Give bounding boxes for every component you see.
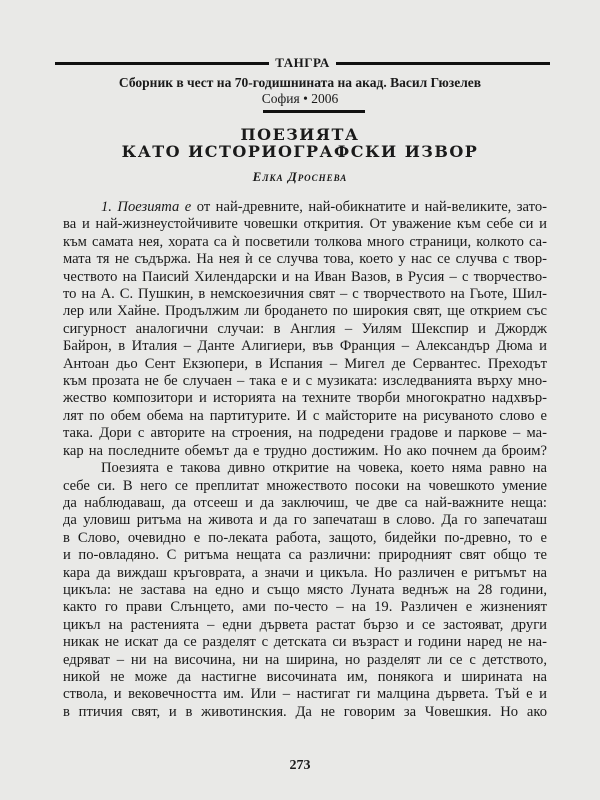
body-line: никак не искат да се разделят с детската си възраст и години наред не на-	[63, 634, 547, 651]
body-line: към самата нея, хората са ѝ посветили толкова много страници, колкото са-	[63, 233, 547, 250]
body-line: Поезията е такова дивно откритие на човека, което няма равно на	[101, 460, 547, 477]
journal-header-rule	[55, 55, 550, 71]
body-line: както го прави Слънцето, ами по-често – на 19. Различен е жизненият	[63, 599, 547, 616]
article-title-line2: КАТО ИСТОРИОГРАФСКИ ИЗВОР	[121, 142, 479, 161]
body-line: сигурност аналогични случаи: в Англия – Уилям Шекспир и Джордж	[63, 320, 547, 337]
header-rule-right	[336, 62, 550, 65]
body-line: чеството на Паисий Хилендарски и на Иван Вазов, в Русия – с творчество-	[63, 268, 547, 285]
body-line: кара да виждаш кръговрата, а значи и цикъла. Но различен е ритъмът на	[63, 564, 547, 581]
body-line: в птичия свят, и в животинския. Да не говорим за Човешкия. Но ако	[63, 703, 547, 720]
body-line: към прозата не бе случаен – така е и с музиката: изследванията върху мно-	[63, 373, 547, 390]
body-line-text: от най-древните, най-обикнатите и най-великите, зато-	[191, 199, 547, 215]
collection-title: Сборник в чест на 70-годишнината на акад. Васил Гюзелев	[118, 75, 482, 90]
body-line: лят по обем обема на партитурите. И с майсторите на рисуваното слово е	[63, 407, 547, 424]
body-line: цикъла: не застава на едно и също място Луната веднъж на 28 години,	[63, 581, 547, 598]
place-year: София • 2006	[261, 91, 339, 106]
body-line: така. Дори с авторите на строения, на подредени градове и паркове – ма-	[63, 425, 547, 442]
body-line: в Слово, очевидно е по-леката работа, защото, бидейки по-древно, то е	[63, 529, 547, 546]
body-line: ва и най-жизнеустойчивите човешки открития. От уважение към себе си и	[63, 216, 547, 233]
body-line	[63, 199, 547, 216]
header-divider	[263, 110, 365, 113]
article-body	[63, 199, 547, 721]
body-line: едряват – ни на височина, ни на ширина, но разделят ли се с детството,	[63, 651, 547, 668]
section-lead: 1. Поезията е	[101, 199, 192, 215]
body-line: ствола, и вековечността им. Или – настигат ги малцина дървета. Тъй е и	[63, 686, 547, 703]
header-rule-left	[55, 62, 269, 65]
body-line: Антоан дьо Сент Екзюпери, в Испания – Мигел де Сервантес. Преходът	[63, 355, 547, 372]
body-line: да наблюдаваш, да отсееш и да заключиш, че две са най-важните неща:	[63, 494, 547, 511]
body-line: себе си. В него се преплитат множеството посоки на човешкото умение	[63, 477, 547, 494]
page-number: 273	[289, 758, 311, 773]
body-line: кар на последните обемът да е трудно достижим. Но ако почнем да броим?	[63, 442, 547, 459]
article-title-line1: ПОЕЗИЯТА	[240, 125, 360, 144]
body-line: цикъл на растенията – едни дървета растат бързо и се застояват, други	[63, 616, 547, 633]
body-line: и по-овладяно. С ритъма нещата са различни: природният свят общо те	[63, 547, 547, 564]
journal-name: ТАНГРА	[275, 55, 330, 70]
body-line: мата тя не съдържа. На нея ѝ се случва това, което у нас се случва с твор-	[63, 251, 547, 268]
body-line: никой не може да настигне височината им, понякога и ширината на	[63, 668, 547, 685]
body-line: Байрон, в Италия – Данте Алигиери, във Франция – Александър Дюма и	[63, 338, 547, 355]
body-line: то на А. С. Пушкин, в немскоезичния свят – с творчеството на Гьоте, Шил-	[63, 286, 547, 303]
body-line: жество композитори и историята на техните творби многократно надхвър-	[63, 390, 547, 407]
body-line: лер или Хайне. Продължим ли бродането по широкия свят, ще открием със	[63, 303, 547, 320]
article-author: Елка Дроснева	[252, 169, 348, 184]
body-line: да уловиш ритъма на живота и да го запечаташ в слово. Да го запечаташ	[63, 512, 547, 529]
